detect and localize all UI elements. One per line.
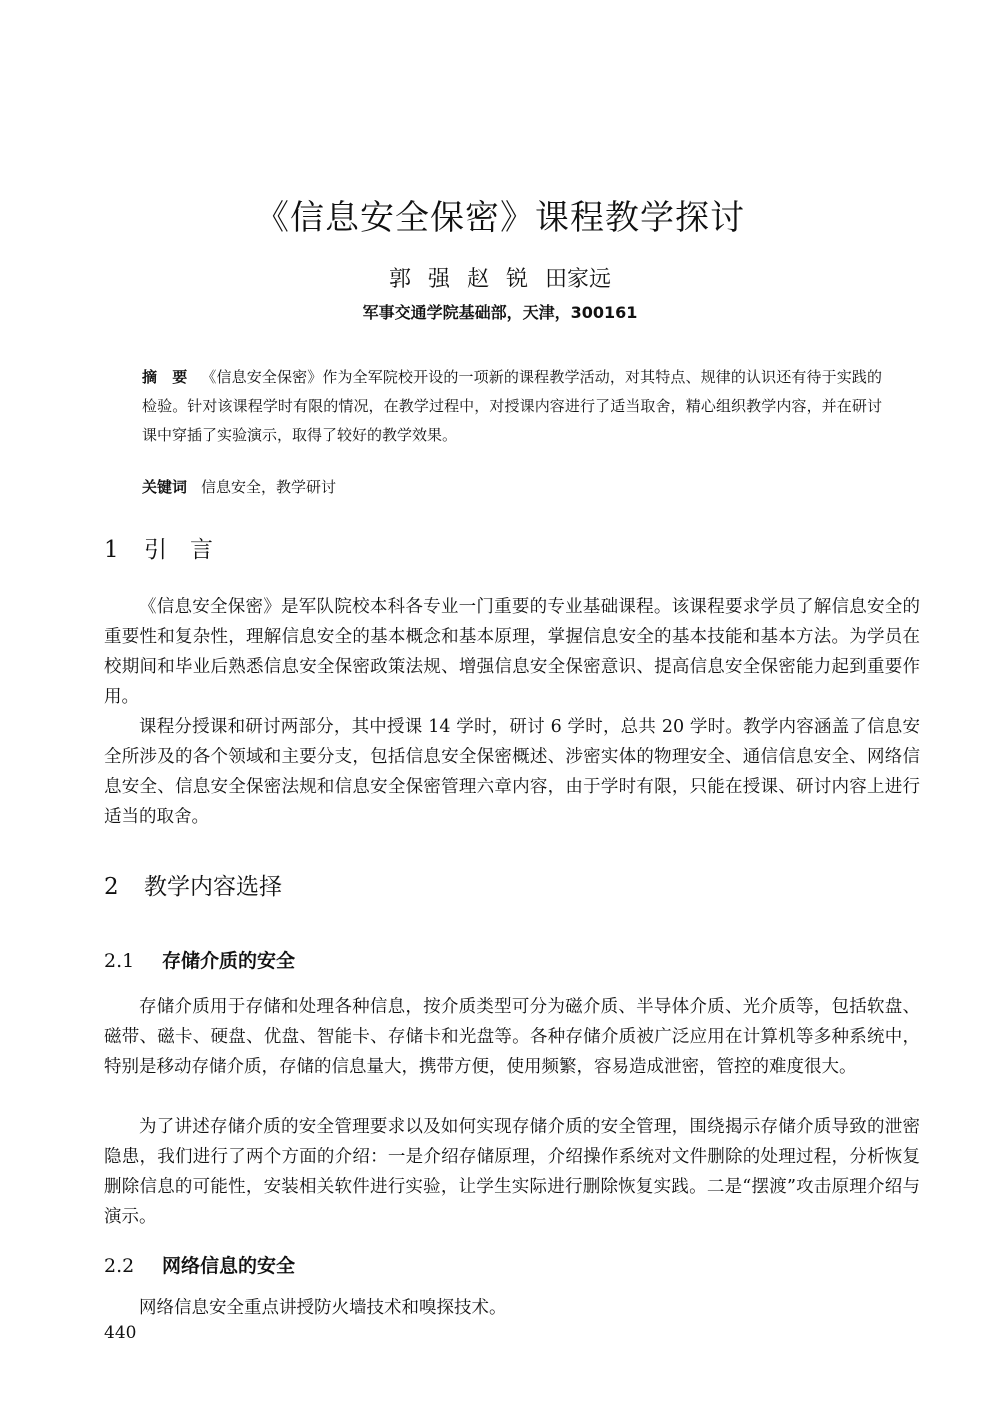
subsection-number: 2.2 [104, 1255, 135, 1277]
page-number: 440 [104, 1323, 137, 1343]
subsection-title: 存储介质的安全 [162, 950, 296, 972]
body-paragraph: 《信息安全保密》是军队院校本科各专业一门重要的专业基础课程。该课程要求学员了解信息安全的重要性和复杂性，理解信息安全的基本概念和基本原理，掌握信息安全的基本技能和基本方法。为学员在校期间和毕业后熟悉信息安全保密政策法规、增强信息安全保密意识、提高信息安全保密能力起到重要作用。 [104, 597, 920, 707]
section-title: 教学内容选择 [144, 874, 282, 900]
abstract-text: 《信息安全保密》作为全军院校开设的一项新的课程教学活动，对其特点、规律的认识还有待于实践的检验。针对该课程学时有限的情况，在教学过程中，对授课内容进行了适当取舍，精心组织教学内容，并在研讨课中穿插了实验演示，取得了较好的教学效果。 [142, 368, 882, 444]
keywords-label: 关键词 [142, 478, 188, 496]
section-number: 2 [104, 874, 119, 900]
subsection-title: 网络信息的安全 [162, 1255, 296, 1277]
section-heading-1 [104, 531, 213, 564]
keywords [142, 476, 882, 497]
section-title: 引 言 [144, 537, 213, 563]
body-paragraph: 存储介质用于存储和处理各种信息，按介质类型可分为磁介质、半导体介质、光介质等，包括软盘、磁带、磁卡、硬盘、优盘、智能卡、存储卡和光盘等。各种存储介质被广泛应用在计算机等多种系统中，特别是移动存储介质，存储的信息量大，携带方便，使用频繁，容易造成泄密，管控的难度很大。 [104, 997, 920, 1077]
body-paragraph: 课程分授课和研讨两部分，其中授课 14 学时，研讨 6 学时，总共 20 学时。教学内容涵盖了信息安全所涉及的各个领域和主要分支，包括信息安全保密概述、涉密实体的物理安全、通信信息安全、网络信息安全、信息安全保密法规和信息安全保密管理六章内容，由于学时有限，只能在授课、研讨内容上进行适当的取舍。 [104, 717, 920, 827]
keywords-text: 信息安全，教学研讨 [201, 478, 337, 496]
affiliation: 军事交通学院基础部，天津，300161 [362, 303, 638, 322]
abstract [142, 363, 882, 450]
authors: 郭 强 赵 锐 田家远 [389, 267, 611, 292]
paper-title: 《信息安全保密》课程教学探讨 [255, 198, 745, 238]
body-paragraph: 为了讲述存储介质的安全管理要求以及如何实现存储介质的安全管理，围绕揭示存储介质导致的泄密隐患，我们进行了两个方面的介绍：一是介绍存储原理，介绍操作系统对文件删除的处理过程，分析恢复删除信息的可能性，安装相关软件进行实验，让学生实际进行删除恢复实践。二是“摆渡”攻击原理介绍与演示。 [104, 1117, 920, 1227]
subsection-heading-2-2 [104, 1251, 295, 1278]
section-heading-2 [104, 868, 282, 901]
section-number: 1 [104, 537, 119, 563]
abstract-label: 摘 要 [142, 368, 188, 386]
subsection-heading-2-1 [104, 946, 295, 973]
body-paragraph: 网络信息安全重点讲授防火墙技术和嗅探技术。 [139, 1298, 507, 1318]
subsection-number: 2.1 [104, 950, 135, 972]
